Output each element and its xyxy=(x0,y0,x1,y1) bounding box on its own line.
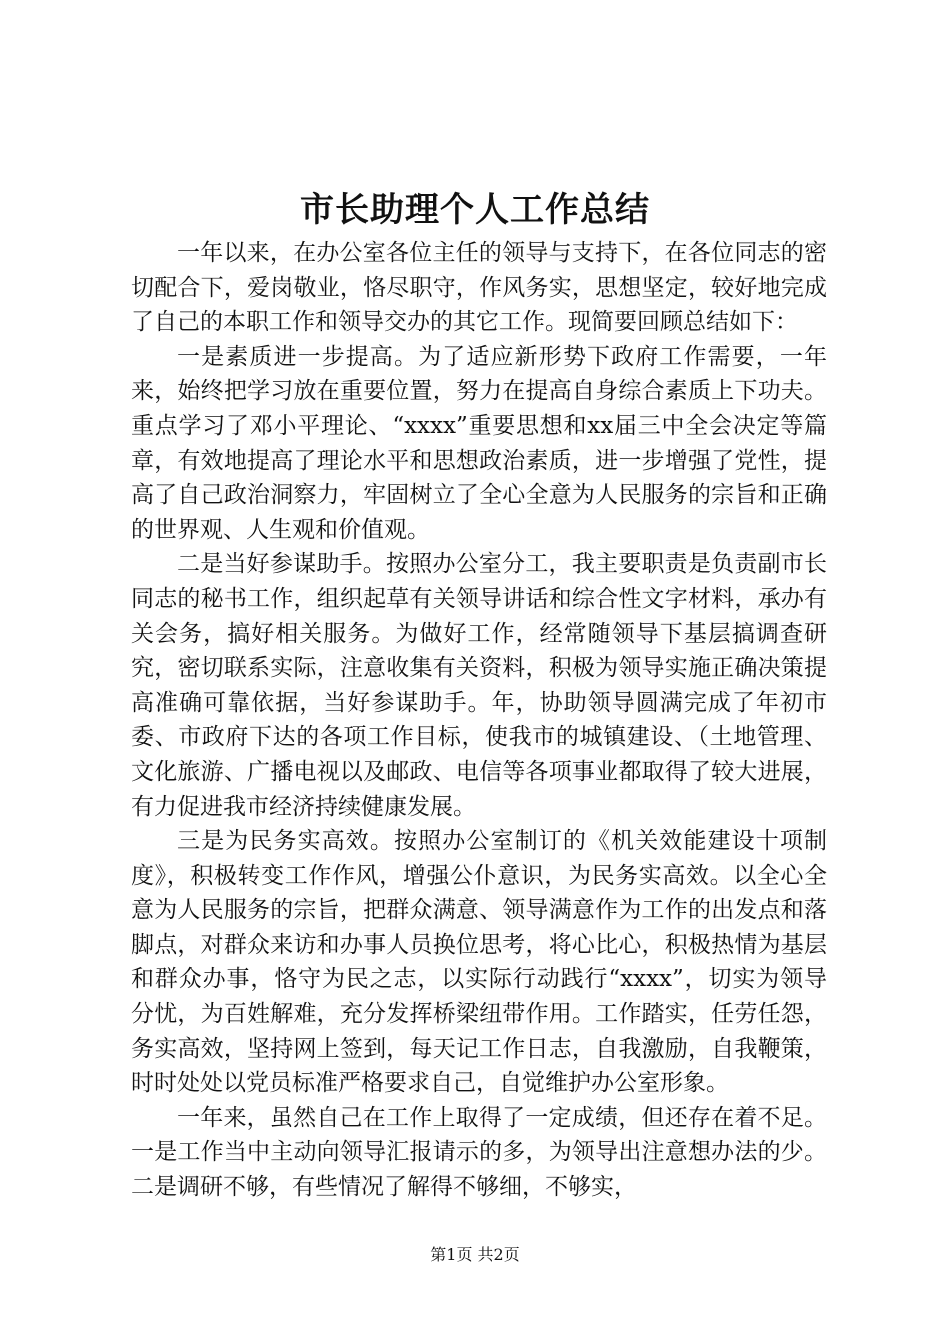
page-title: 市长助理个人工作总结 xyxy=(300,190,650,230)
paragraph-advisor: 二是当好参谋助手。按照办公室分工，我主要职责是负责副市长同志的秘书工作，组织起草有关领导讲话和综合性文字材料，承办有关会务，搞好相关服务。为做好工作，经常随领导下基层搞调查研究，密切联系实际，注意收集有关资料，积极为领导实施正确决策提高准确可靠依据，当好参谋助手。年，协助领导圆满完成了年初市委、市政府下达的各项工作目标，使我市的城镇建设、（土地管理、文化旅游、广播电视以及邮政、电信等各项事业都取得了较大进展，有力促进我市经济持续健康发展。 xyxy=(131,551,827,820)
page-footer: 第1页 共2页 xyxy=(430,1245,520,1264)
paragraph-quality: 一是素质进一步提高。为了适应新形势下政府工作需要，一年来，始终把学习放在重要位置，努力在提高自身综合素质上下功夫。重点学习了邓小平理论、“xxxx”重要思想和xx届三中全会决定等篇章，有效地提高了理论水平和思想政治素质，进一步增强了党性，提高了自己政治洞察力，牢固树立了全心全意为人民服务的宗旨和正确的世界观、人生观和价值观。 xyxy=(131,343,827,543)
paragraph-service: 三是为民务实高效。按照办公室制订的《机关效能建设十项制度》，积极转变工作作风，增强公仆意识，为民务实高效。以全心全意为人民服务的宗旨，把群众满意、领导满意作为工作的出发点和落脚点，对群众来访和办事人员换位思考，将心比心，积极热情为基层和群众办事，恪守为民之志，以实际行动践行“xxxx”，切实为领导分忧，为百姓解难，充分发挥桥梁纽带作用。工作踏实，任劳任怨，务实高效，坚持网上签到，每天记工作日志，自我激励，自我鞭策，时时处处以党员标准严格要求自己，自觉维护办公室形象。 xyxy=(131,828,827,1097)
paragraph-shortcomings: 一年来，虽然自己在工作上取得了一定成绩，但还存在着不足。一是工作当中主动向领导汇报请示的多，为领导出注意想办法的少。二是调研不够，有些情况了解得不够细，不够实， xyxy=(131,1104,827,1201)
paragraph-intro: 一年以来，在办公室各位主任的领导与支持下，在各位同志的密切配合下，爱岗敬业，恪尽职守，作风务实，思想坚定，较好地完成了自己的本职工作和领导交办的其它工作。现简要回顾总结如下： xyxy=(131,240,827,336)
document-body xyxy=(131,236,827,1205)
